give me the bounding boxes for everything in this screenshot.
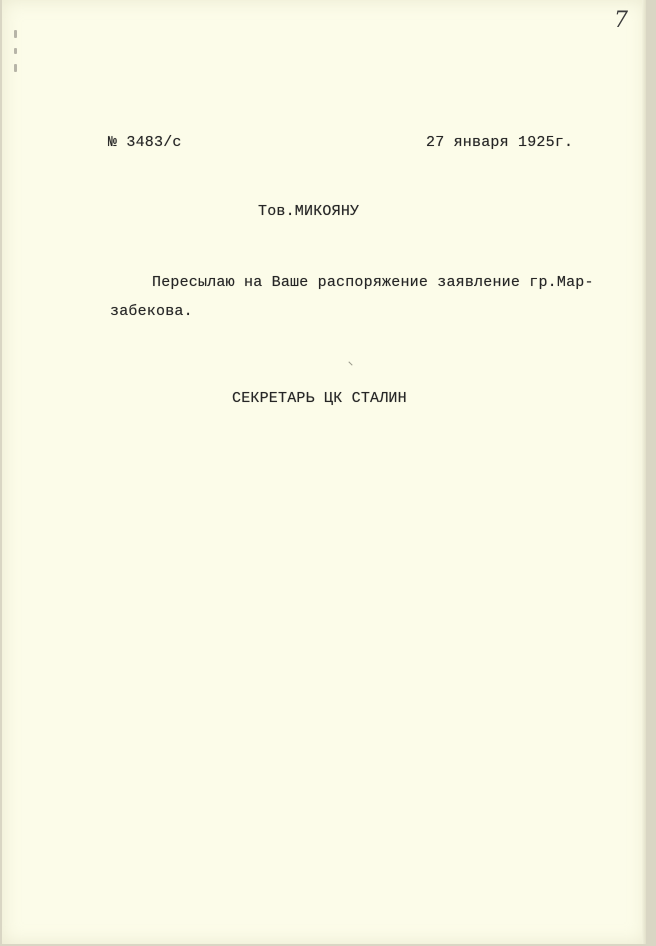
ink-speck	[348, 361, 352, 365]
body-line-1: Пересылаю на Ваше распоряжение заявление гр.Мар-	[152, 274, 594, 291]
document-date: 27 января 1925г.	[426, 134, 574, 151]
document-number: № 3483/с	[108, 134, 182, 151]
body-line-2: забекова.	[110, 303, 193, 320]
addressee: Тов.МИКОЯНУ	[258, 203, 360, 220]
page-edge-shadow	[642, 0, 646, 944]
handwritten-page-number: 7	[614, 8, 628, 33]
binding-hole-mark	[14, 64, 17, 72]
binding-hole-mark	[14, 48, 17, 54]
document-page	[2, 0, 646, 944]
signature: СЕКРЕТАРЬ ЦК СТАЛИН	[232, 390, 407, 407]
binding-hole-mark	[14, 30, 17, 38]
